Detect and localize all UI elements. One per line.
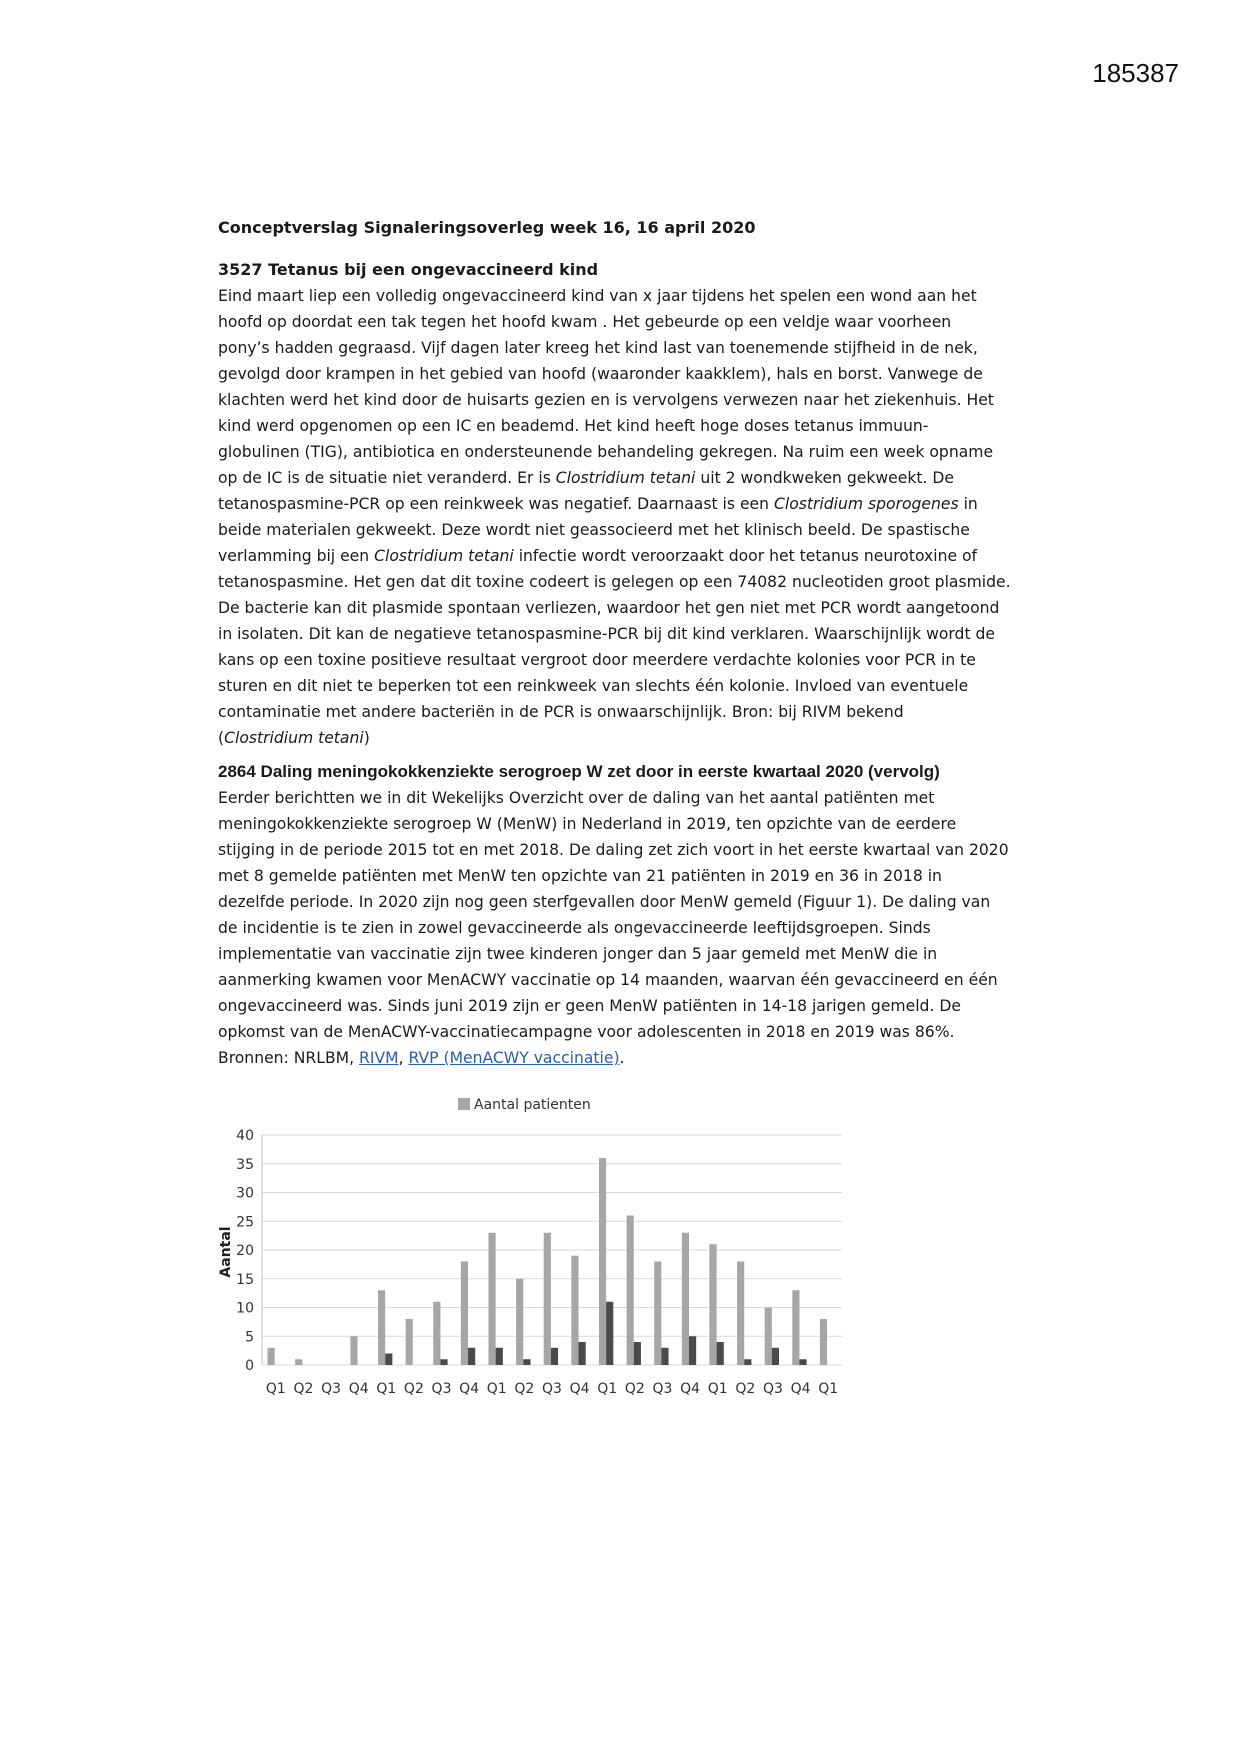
body-line: dezelfde periode. In 2020 zijn nog geen sterfgevallen door MenW gemeld (Figuur 1). De daling van	[218, 893, 991, 911]
body-line: ongevaccineerd was. Sinds juni 2019 zijn er geen MenW patiënten in 14-18 jarigen gemeld. De	[218, 997, 961, 1015]
sources-suffix: .	[619, 1049, 625, 1067]
bar	[717, 1342, 724, 1365]
bar	[820, 1319, 827, 1365]
bar	[385, 1354, 392, 1366]
legend-swatch	[458, 1098, 470, 1110]
line-part: tetanospasmine-PCR op een reinkweek was negatief. Daarnaast is een	[218, 495, 774, 513]
document-title: Conceptverslag Signaleringsoverleg week 16, 16 april 2020	[218, 218, 756, 237]
line-part: infectie wordt veroorzaakt door het tetanus neurotoxine of	[513, 547, 978, 565]
x-tick-label: Q2	[624, 1381, 645, 1397]
bar	[433, 1302, 440, 1365]
bar	[268, 1348, 275, 1365]
rivm-link[interactable]: RIVM	[359, 1049, 399, 1067]
bar	[440, 1359, 447, 1365]
body-line: contaminatie met andere bacteriën in de PCR is onwaarschijnlijk. Bron: bij RIVM bekend	[218, 703, 904, 721]
x-tick-label: Q3	[652, 1381, 673, 1397]
line-part: (	[218, 729, 225, 747]
bar	[661, 1348, 668, 1365]
y-tick-label: 5	[245, 1329, 254, 1346]
section-title-menw: 2864 Daling meningokokkenziekte serogroep W zet door in eerste kwartaal 2020 (vervolg)	[218, 762, 940, 781]
body-line	[218, 543, 1038, 569]
bar	[654, 1262, 661, 1366]
italic-term: Clostridium sporogenes	[774, 495, 959, 513]
body-line: implementatie van vaccinatie zijn twee kinderen jonger dan 5 jaar gemeld met MenW die in	[218, 945, 938, 963]
italic-term: Clostridium tetani	[224, 729, 364, 747]
bar	[627, 1216, 634, 1366]
body-line: kans op een toxine positieve resultaat vergroot door meerdere verdachte kolonies voor PCR in te	[218, 651, 976, 669]
body-line: in isolaten. Dit kan de negatieve tetanospasmine-PCR bij dit kind verklaren. Waarschijnlijk wordt de	[218, 625, 996, 643]
sources-separator: ,	[398, 1049, 409, 1067]
rvp-menacwy-link[interactable]: RVP (MenACWY vaccinatie)	[408, 1049, 620, 1067]
y-tick-label: 25	[236, 1214, 254, 1231]
y-axis-label: Aantal	[218, 1226, 234, 1278]
body-line: meningokokkenziekte serogroep W (MenW) in Nederland in 2019, ten opzichte van de eerdere	[218, 815, 957, 833]
y-tick-label: 15	[236, 1271, 254, 1288]
sources-line	[218, 1045, 1038, 1071]
x-tick-label: Q4	[459, 1381, 480, 1397]
bar	[461, 1262, 468, 1366]
y-tick-label: 20	[236, 1243, 254, 1259]
bar	[772, 1348, 779, 1365]
x-tick-label: Q3	[542, 1381, 562, 1397]
section-title-tetanus: 3527 Tetanus bij een ongevaccineerd kind	[218, 260, 599, 279]
italic-term: Clostridium tetani	[374, 547, 514, 565]
document-number: 185387	[1092, 58, 1179, 88]
section-body-tetanus	[218, 283, 1038, 751]
bar	[378, 1290, 385, 1365]
bar	[488, 1233, 495, 1365]
body-line	[218, 491, 1038, 517]
bar	[634, 1342, 641, 1365]
body-line: Eerder berichtten we in dit Wekelijks Overzicht over de daling van het aantal patiënten met	[218, 789, 935, 807]
x-tick-label: Q4	[680, 1381, 701, 1397]
body-line: klachten werd het kind door de huisarts gezien en is vervolgens verwezen naar het ziekenhuis. Het	[218, 391, 994, 409]
bar	[737, 1262, 744, 1366]
bar	[496, 1348, 503, 1365]
bar	[682, 1233, 689, 1365]
body-line: beide materialen gekweekt. Deze wordt niet geassocieerd met het klinisch beeld. De spastische	[218, 521, 970, 539]
bar	[709, 1244, 716, 1365]
chart-svg	[220, 1095, 960, 1465]
x-tick-label: Q1	[265, 1381, 286, 1397]
body-line: globulinen (TIG), antibiotica en ondersteunende behandeling gekregen. Na ruim een week opname	[218, 443, 994, 461]
y-tick-label: 40	[236, 1128, 254, 1144]
bar	[571, 1256, 578, 1365]
bar	[792, 1290, 799, 1365]
bar	[295, 1359, 302, 1365]
bar	[799, 1359, 806, 1365]
x-tick-label: Q4	[348, 1381, 369, 1397]
document-body	[218, 218, 1038, 1079]
body-line: De bacterie kan dit plasmide spontaan verliezen, waardoor het gen niet met PCR wordt aangetoond	[218, 599, 1000, 617]
bar	[544, 1233, 551, 1365]
y-tick-label: 10	[236, 1300, 254, 1317]
bar	[744, 1359, 751, 1365]
bar	[765, 1308, 772, 1366]
x-tick-label: Q3	[762, 1381, 783, 1397]
body-line: Eind maart liep een volledig ongevaccineerd kind van x jaar tijdens het spelen een wond aan het	[218, 287, 977, 305]
bar	[468, 1348, 475, 1365]
bar	[406, 1319, 413, 1365]
section-body-menw	[218, 785, 1038, 1045]
body-line	[218, 725, 1038, 751]
bar	[350, 1336, 357, 1365]
y-tick-label: 35	[236, 1156, 254, 1173]
legend-label: Aantal patienten	[474, 1097, 591, 1113]
bar	[551, 1348, 558, 1365]
x-tick-label: Q1	[707, 1381, 728, 1397]
sources-prefix: Bronnen: NRLBM,	[218, 1049, 360, 1067]
italic-term: Clostridium tetani	[555, 469, 696, 487]
body-line: opkomst van de MenACWY-vaccinatiecampagne voor adolescenten in 2018 en 2019 was 86%.	[218, 1023, 955, 1041]
bar	[523, 1359, 530, 1365]
x-tick-label: Q3	[321, 1381, 342, 1397]
x-tick-label: Q2	[514, 1381, 535, 1397]
x-tick-label: Q3	[431, 1381, 452, 1397]
line-part: )	[363, 729, 370, 747]
x-tick-label: Q1	[376, 1381, 397, 1397]
body-line: stijging in de periode 2015 tot en met 2018. De daling zet zich voort in het eerste kwartaal van 2020	[218, 841, 1009, 859]
line-part: in	[958, 495, 978, 513]
line-part: verlamming bij een	[218, 547, 375, 565]
x-tick-label: Q4	[569, 1381, 590, 1397]
body-line: de incidentie is te zien in zowel gevaccineerde als ongevaccineerde leeftijdsgroepen. Sinds	[218, 919, 931, 937]
body-line	[218, 465, 1038, 491]
line-part: op de IC is de situatie niet veranderd. Er is	[218, 469, 556, 487]
x-tick-label: Q2	[403, 1381, 424, 1397]
bar	[689, 1336, 696, 1365]
x-tick-label: Q4	[790, 1381, 811, 1397]
x-tick-label: Q1	[597, 1381, 618, 1397]
x-tick-label: Q2	[293, 1381, 314, 1397]
x-tick-label: Q2	[735, 1381, 756, 1397]
line-part: uit 2 wondkweken gekweekt. De	[695, 469, 955, 487]
body-line: met 8 gemelde patiënten met MenW ten opzichte van 21 patiënten in 2019 en 36 in 2018 in	[218, 867, 942, 885]
body-line: aanmerking kwamen voor MenACWY vaccinatie op 14 maanden, waarvan één gevaccineerd en één	[218, 971, 998, 989]
body-line: pony’s hadden gegraasd. Vijf dagen later kreeg het kind last van toenemende stijfheid in de nek,	[218, 339, 978, 357]
y-tick-label: 0	[245, 1358, 254, 1374]
body-line: sturen en dit niet te beperken tot een reinkweek van slechts één kolonie. Invloed van eventuele	[218, 677, 969, 695]
body-line: kind werd opgenomen op een IC en beademd. Het kind heeft hoge doses tetanus immuun-	[218, 417, 929, 435]
bar	[599, 1158, 606, 1365]
bar	[516, 1279, 523, 1365]
menw-bar-chart	[220, 1095, 960, 1465]
body-line: hoofd op doordat een tak tegen het hoofd kwam . Het gebeurde op een veldje waar voorheen	[218, 313, 952, 331]
x-tick-label: Q1	[486, 1381, 507, 1397]
x-tick-label: Q1	[818, 1381, 839, 1397]
body-line: tetanospasmine. Het gen dat dit toxine codeert is gelegen op een 74082 nucleotiden groot plasmide.	[218, 573, 1011, 591]
y-tick-label: 30	[236, 1185, 254, 1202]
bar	[606, 1302, 613, 1365]
body-line: gevolgd door krampen in het gebied van hoofd (waaronder kaakklem), hals en borst. Vanwege de	[218, 365, 983, 383]
bar	[579, 1342, 586, 1365]
